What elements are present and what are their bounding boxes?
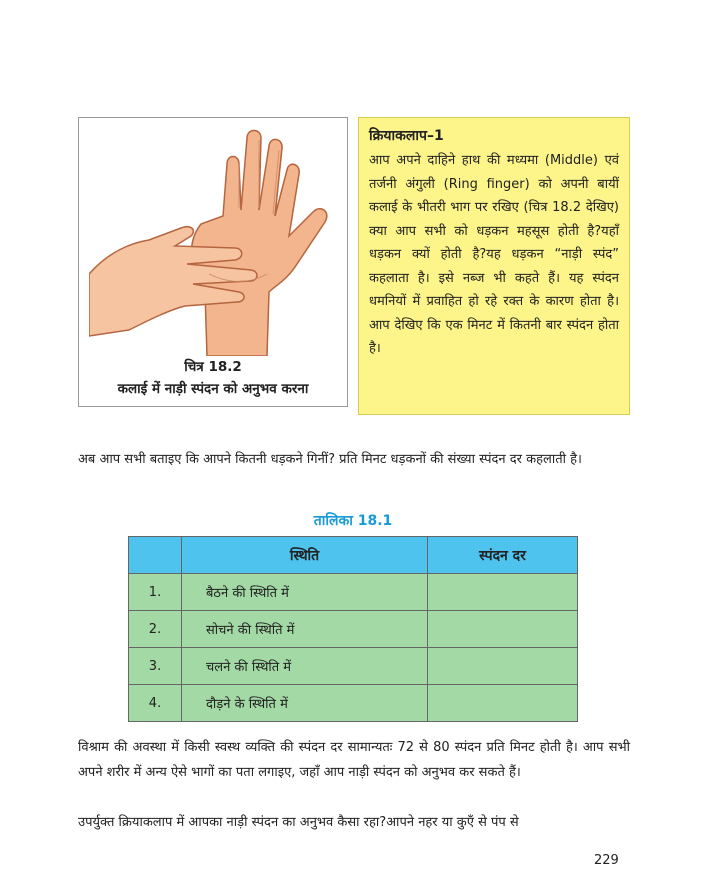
table-row — [129, 685, 578, 722]
table-title: तालिका 18.1 — [313, 513, 393, 529]
pulse-rate-table — [128, 536, 578, 722]
row-state: बैठने की स्थिति में — [182, 574, 428, 611]
figure-caption — [79, 356, 347, 400]
row-rate — [428, 574, 578, 611]
last-paragraph: उपर्युक्त क्रियाकलाप में आपका नाड़ी स्पंदन का अनुभव कैसा रहा?आपने नहर या कुएँ से पंप से — [78, 815, 519, 830]
wrist-pulse-illustration — [89, 124, 337, 356]
rest-paragraph: विश्राम की अवस्था में किसी स्वस्थ व्यक्ति की स्पंदन दर सामान्यतः 72 से 80 स्पंदन प्रति मिनट होती है। आप सभी अपने शरीर में अन्य ऐसे भागों का पता लगाइए, जहाँ आप नाड़ी स्पंदन को अनुभव कर सकते हैं। — [78, 740, 630, 780]
row-state: दौड़ने के स्थिति में — [182, 685, 428, 722]
table-header-row — [129, 537, 578, 574]
row-number: 2. — [129, 611, 182, 648]
activity-title: क्रियाकलाप–1 — [369, 128, 444, 144]
row-number: 1. — [129, 574, 182, 611]
row-number: 4. — [129, 685, 182, 722]
figure-caption-text: कलाई में नाड़ी स्पंदन को अनुभव करना — [117, 381, 309, 397]
table-header-rate: स्पंदन दर — [428, 537, 578, 574]
table-header-num — [129, 537, 182, 574]
table-row — [129, 611, 578, 648]
figure-number: चित्र 18.2 — [184, 359, 242, 375]
table-header-state: स्थिति — [182, 537, 428, 574]
figure-box — [78, 117, 348, 407]
row-rate — [428, 611, 578, 648]
table-row — [129, 648, 578, 685]
intro-paragraph: अब आप सभी बताइए कि आपने कितनी धड़कने गिनीं? प्रति मिनट धड़कनों की संख्या स्पंदन दर कहलाती है। — [78, 452, 582, 467]
activity-text: आप अपने दाहिने हाथ की मध्यमा (Middle) एवं तर्जनी अंगुली (Ring finger) को अपनी बायीं कलाई के भीतरी भाग पर रखिए (चित्र 18.2 देखिए) क्या आप सभी को धड़कन महसूस होती है?यहाँ धड़कन क्यों होती है?यह धड़कन “नाड़ी स्पंद” कहलाता है। इसे नब्ज भी कहते हैं। यह स्पंदन धमनियों में प्रवाहित हो रहे रक्त के कारण होता है। आप देखिए कि एक मिनट में कितनी बार स्पंदन होता है। — [369, 153, 619, 356]
row-state: सोचने की स्थिति में — [182, 611, 428, 648]
row-rate — [428, 685, 578, 722]
row-state: चलने की स्थिति में — [182, 648, 428, 685]
activity-box — [358, 117, 630, 415]
row-rate — [428, 648, 578, 685]
table-row — [129, 574, 578, 611]
row-number: 3. — [129, 648, 182, 685]
page-number: 229 — [594, 853, 619, 868]
